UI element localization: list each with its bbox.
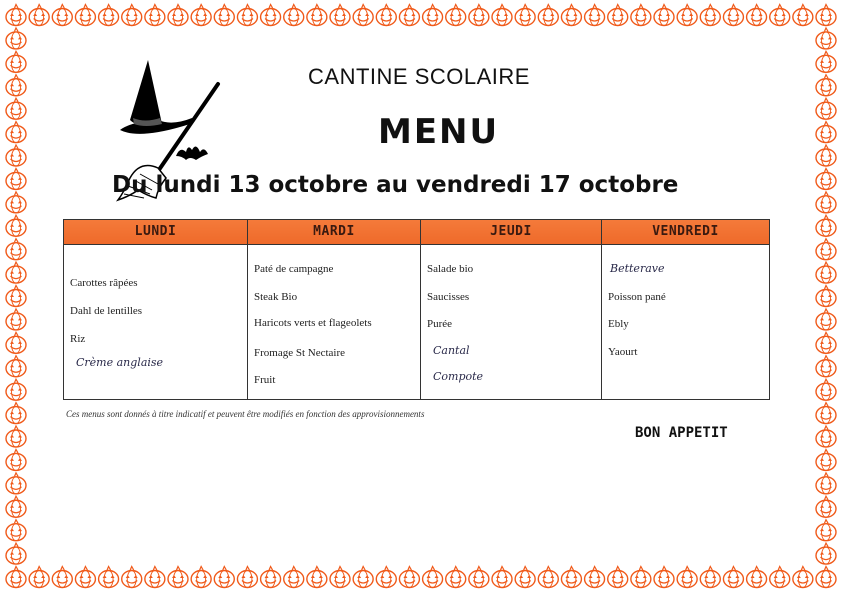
pumpkin-icon [6,379,26,400]
bat-icon [176,146,208,160]
menu-item: Ebly [608,318,629,330]
pumpkin-icon [700,5,720,26]
disclaimer-note: Ces menus sont donnés à titre indicatif et peuvent être modifiés en fonction des approvisionnements [66,409,425,419]
school-title: CANTINE SCOLAIRE [308,64,530,89]
menu-item: Purée [427,318,453,330]
pumpkin-icon [816,543,836,564]
menu-item-handwritten: Cantal [433,344,470,357]
pumpkin-icon [816,192,836,213]
pumpkin-icon [6,426,26,447]
pumpkin-icon [145,5,165,26]
menu-item: Salade bio [427,263,474,275]
pumpkin-icon [353,567,373,588]
pumpkin-icon [793,567,813,588]
pumpkin-icon [214,567,234,588]
menu-item: Steak Bio [254,291,298,303]
pumpkin-icon [654,567,674,588]
pumpkin-icon [6,215,26,236]
pumpkin-icon [122,567,142,588]
pumpkin-icon [6,28,26,49]
pumpkin-icon [469,567,489,588]
pumpkin-icon [816,215,836,236]
pumpkin-icon [538,567,558,588]
week-dates: Du lundi 13 octobre au vendredi 17 octobre [112,172,679,198]
pumpkin-icon [330,567,350,588]
pumpkin-icon [6,98,26,119]
pumpkin-icon [122,5,142,26]
pumpkin-icon [307,567,327,588]
column-lundi [64,220,248,399]
pumpkin-icon [29,5,49,26]
menu-item-handwritten: Compote [433,370,484,383]
pumpkin-icon [492,567,512,588]
pumpkin-icon [6,262,26,283]
pumpkin-icon [747,567,767,588]
pumpkin-icon [515,567,535,588]
pumpkin-icon [816,262,836,283]
pumpkin-icon [284,5,304,26]
pumpkin-icon [816,28,836,49]
pumpkin-icon [75,567,95,588]
menu-item: Carottes râpées [70,277,138,289]
pumpkin-icon [770,5,790,26]
pumpkin-icon [29,567,49,588]
pumpkin-icon [816,122,836,143]
menu-item: Fromage St Nectaire [254,347,346,359]
pumpkin-icon [700,567,720,588]
pumpkin-icon [353,5,373,26]
menu-item-handwritten: Crème anglaise [76,356,164,369]
column-jeudi [421,220,602,399]
pumpkin-icon [6,543,26,564]
pumpkin-icon [307,5,327,26]
menu-item: Saucisses [427,291,470,303]
pumpkin-icon [52,567,72,588]
pumpkin-icon [6,473,26,494]
menu-item-handwritten: Betterave [610,262,665,275]
pumpkin-icon [191,5,211,26]
pumpkin-icon [816,567,836,588]
pumpkin-icon [492,5,512,26]
bon-appetit: BON APPETIT [635,425,728,441]
column-mardi [248,220,421,399]
pumpkin-icon [561,567,581,588]
menu-item: Haricots verts et flageolets [254,317,372,329]
pumpkin-icon [6,496,26,517]
pumpkin-icon [6,332,26,353]
pumpkin-icon [6,239,26,260]
column-vendredi [602,220,769,399]
pumpkin-icon [816,145,836,166]
pumpkin-icon [585,5,605,26]
pumpkin-icon [399,5,419,26]
pumpkin-icon [816,520,836,541]
pumpkin-icon [515,5,535,26]
pumpkin-icon [770,567,790,588]
pumpkin-icon [6,5,26,26]
pumpkin-icon [6,122,26,143]
menu-title: MENU [378,112,500,152]
pumpkin-icon [376,567,396,588]
pumpkin-icon [816,496,836,517]
day-header-mardi: MARDI [248,220,420,245]
day-header-lundi: LUNDI [64,220,247,245]
pumpkin-icon [6,286,26,307]
pumpkin-icon [793,5,813,26]
pumpkin-icon [631,5,651,26]
pumpkin-icon [723,5,743,26]
pumpkin-icon [261,5,281,26]
menu-table [63,219,770,400]
pumpkin-icon [723,567,743,588]
pumpkin-icon [608,567,628,588]
pumpkin-icon [214,5,234,26]
pumpkin-icon [6,192,26,213]
pumpkin-icon [816,168,836,189]
pumpkin-icon [816,5,836,26]
pumpkin-icon [237,567,257,588]
pumpkin-icon [284,567,304,588]
pumpkin-icon [654,5,674,26]
pumpkin-icon [99,5,119,26]
pumpkin-icon [816,332,836,353]
pumpkin-icon [6,168,26,189]
pumpkin-icon [261,567,281,588]
pumpkin-icon [75,5,95,26]
pumpkin-icon [538,5,558,26]
pumpkin-icon [816,473,836,494]
pumpkin-icon [423,567,443,588]
pumpkin-icon [52,5,72,26]
pumpkin-icon [608,5,628,26]
menu-item: Yaourt [608,346,638,358]
pumpkin-icon [99,567,119,588]
pumpkin-icon [469,5,489,26]
pumpkin-icon [399,567,419,588]
menu-item: Dahl de lentilles [70,305,143,317]
pumpkin-icon [6,309,26,330]
pumpkin-icon [816,403,836,424]
pumpkin-icon [6,145,26,166]
pumpkin-icon [816,239,836,260]
pumpkin-icon [145,567,165,588]
pumpkin-icon [6,567,26,588]
pumpkin-icon [816,449,836,470]
day-header-vendredi: VENDREDI [602,220,769,245]
pumpkin-icon [191,567,211,588]
menu-item: Riz [70,333,86,345]
pumpkin-icon [376,5,396,26]
pumpkin-icon [6,520,26,541]
pumpkin-icon [330,5,350,26]
pumpkin-icon [423,5,443,26]
pumpkin-icon [446,5,466,26]
pumpkin-icon [237,5,257,26]
menu-item: Poisson pané [608,291,666,303]
pumpkin-icon [6,449,26,470]
pumpkin-icon [677,5,697,26]
pumpkin-icon [816,309,836,330]
pumpkin-icon [6,403,26,424]
pumpkin-icon [6,356,26,377]
pumpkin-icon [816,379,836,400]
pumpkin-icon [446,567,466,588]
pumpkin-icon [168,567,188,588]
pumpkin-icon [816,426,836,447]
pumpkin-icon [816,286,836,307]
day-header-jeudi: JEUDI [421,220,601,245]
menu-item: Paté de campagne [254,263,334,275]
pumpkin-icon [561,5,581,26]
pumpkin-icon [747,5,767,26]
pumpkin-icon [816,98,836,119]
menu-item: Fruit [254,374,276,386]
pumpkin-icon [631,567,651,588]
pumpkin-icon [585,567,605,588]
pumpkin-icon [168,5,188,26]
pumpkin-icon [816,356,836,377]
pumpkin-icon [677,567,697,588]
